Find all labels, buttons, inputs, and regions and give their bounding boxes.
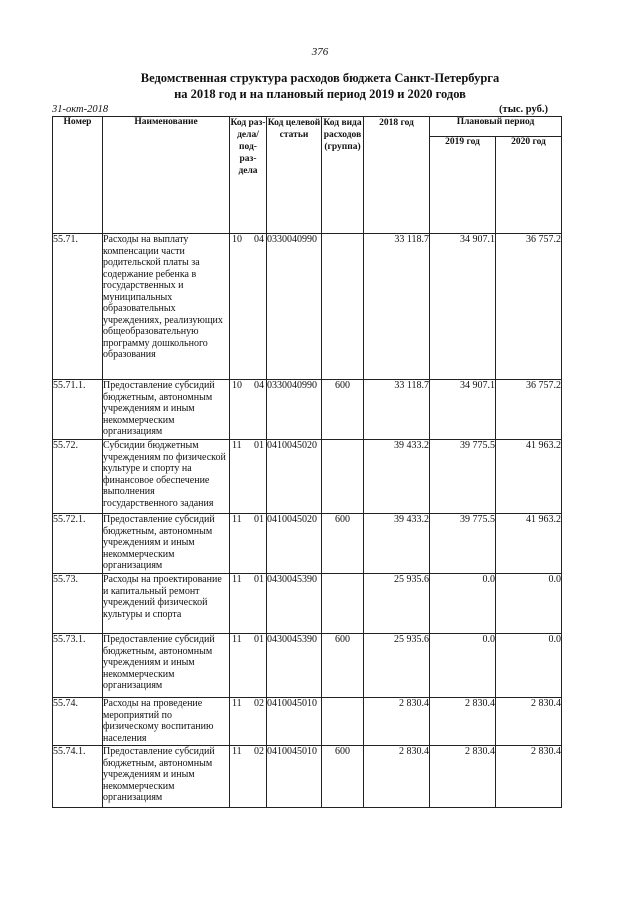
row-2019: 0.0 — [430, 634, 496, 698]
document-title — [0, 70, 640, 102]
row-number: 55.74. — [53, 698, 103, 746]
row-2020: 2 830.4 — [496, 746, 562, 808]
table-row — [53, 634, 562, 698]
units-label: (тыс. руб.) — [499, 104, 548, 115]
page-number: 376 — [311, 46, 329, 58]
row-razdel — [230, 698, 267, 746]
row-name: Субсидии бюджетным учреждениям по физической культуре и спорту на финансовое обеспечение выполнения государственного задания — [103, 440, 230, 514]
header-number: Номер — [53, 117, 103, 234]
row-target: 0330040990 — [267, 380, 322, 440]
header-planned-period: Плановый период — [430, 117, 562, 137]
row-2020: 0.0 — [496, 574, 562, 634]
razdel-code: 11 — [232, 698, 242, 709]
row-name: Предоставление субсидий бюджетным, автономным учреждениям и иным некоммерческим организациям — [103, 380, 230, 440]
row-2018: 39 433.2 — [364, 514, 430, 574]
row-target: 0410045020 — [267, 514, 322, 574]
row-vid: 600 — [322, 746, 364, 808]
row-number: 55.71.1. — [53, 380, 103, 440]
row-name: Расходы на проведение мероприятий по физическому воспитанию населения — [103, 698, 230, 746]
row-razdel — [230, 746, 267, 808]
row-2018: 25 935.6 — [364, 634, 430, 698]
row-vid — [322, 698, 364, 746]
row-2020: 41 963.2 — [496, 440, 562, 514]
row-target: 0410045010 — [267, 698, 322, 746]
row-razdel — [230, 634, 267, 698]
podrazdel-code: 04 — [254, 234, 264, 245]
header-2020: 2020 год — [496, 137, 562, 234]
table-row — [53, 574, 562, 634]
table-row — [53, 234, 562, 380]
row-name: Расходы на проектирование и капитальный ремонт учреждений физической культуры и спорта — [103, 574, 230, 634]
row-2019: 34 907.1 — [430, 234, 496, 380]
podrazdel-code: 01 — [254, 514, 264, 525]
title-line-2: на 2018 год и на плановый период 2019 и 2020 годов — [174, 87, 466, 101]
podrazdel-code: 01 — [254, 574, 264, 585]
row-vid — [322, 234, 364, 380]
header-2019: 2019 год — [430, 137, 496, 234]
header-target: Код целевой статьи — [267, 117, 322, 234]
row-vid: 600 — [322, 380, 364, 440]
row-vid: 600 — [322, 514, 364, 574]
row-target: 0330040990 — [267, 234, 322, 380]
row-razdel — [230, 514, 267, 574]
row-2018: 33 118.7 — [364, 234, 430, 380]
razdel-code: 11 — [232, 514, 242, 525]
row-2018: 25 935.6 — [364, 574, 430, 634]
header-vid: Код вида расходов (группа) — [322, 117, 364, 234]
row-number: 55.74.1. — [53, 746, 103, 808]
razdel-code: 11 — [232, 746, 242, 757]
row-name: Предоставление субсидий бюджетным, автономным учреждениям и иным некоммерческим организациям — [103, 634, 230, 698]
razdel-code: 11 — [232, 574, 242, 585]
row-2020: 41 963.2 — [496, 514, 562, 574]
row-vid: 600 — [322, 634, 364, 698]
row-number: 55.72.1. — [53, 514, 103, 574]
row-2019: 2 830.4 — [430, 746, 496, 808]
table-row — [53, 380, 562, 440]
row-2020: 2 830.4 — [496, 698, 562, 746]
table-row — [53, 746, 562, 808]
row-razdel — [230, 234, 267, 380]
table-row — [53, 514, 562, 574]
row-2019: 0.0 — [430, 574, 496, 634]
budget-table — [52, 116, 562, 808]
razdel-code: 11 — [232, 634, 242, 645]
razdel-code: 10 — [232, 380, 242, 391]
row-2020: 36 757.2 — [496, 380, 562, 440]
row-target: 0430045390 — [267, 634, 322, 698]
razdel-code: 11 — [232, 440, 242, 451]
row-name: Предоставление субсидий бюджетным, автономным учреждениям и иным некоммерческим организациям — [103, 514, 230, 574]
row-2019: 2 830.4 — [430, 698, 496, 746]
row-razdel — [230, 380, 267, 440]
table-row — [53, 440, 562, 514]
report-date: 31-окт-2018 — [52, 104, 109, 115]
podrazdel-code: 01 — [254, 440, 264, 451]
row-name: Расходы на выплату компенсации части родительской платы за содержание ребенка в государственных и муниципальных образовательных учреждениях, реализующих общеобразовательную программу дошкольного образования — [103, 234, 230, 380]
table-row — [53, 698, 562, 746]
row-2019: 39 775.5 — [430, 440, 496, 514]
podrazdel-code: 02 — [254, 746, 264, 757]
row-razdel — [230, 574, 267, 634]
row-target: 0430045390 — [267, 574, 322, 634]
row-target: 0410045020 — [267, 440, 322, 514]
row-2018: 33 118.7 — [364, 380, 430, 440]
row-number: 55.73. — [53, 574, 103, 634]
row-vid — [322, 440, 364, 514]
podrazdel-code: 02 — [254, 698, 264, 709]
row-number: 55.72. — [53, 440, 103, 514]
row-2020: 36 757.2 — [496, 234, 562, 380]
row-target: 0410045010 — [267, 746, 322, 808]
row-vid — [322, 574, 364, 634]
row-2020: 0.0 — [496, 634, 562, 698]
row-2018: 39 433.2 — [364, 440, 430, 514]
row-2019: 39 775.5 — [430, 514, 496, 574]
header-name: Наименование — [103, 117, 230, 234]
row-razdel — [230, 440, 267, 514]
row-number: 55.71. — [53, 234, 103, 380]
razdel-code: 10 — [232, 234, 242, 245]
title-line-1: Ведомственная структура расходов бюджета Санкт-Петербурга — [140, 71, 500, 85]
podrazdel-code: 04 — [254, 380, 264, 391]
header-2018: 2018 год — [364, 117, 430, 234]
row-2018: 2 830.4 — [364, 698, 430, 746]
row-2018: 2 830.4 — [364, 746, 430, 808]
row-2019: 34 907.1 — [430, 380, 496, 440]
row-number: 55.73.1. — [53, 634, 103, 698]
row-name: Предоставление субсидий бюджетным, автономным учреждениям и иным некоммерческим организациям — [103, 746, 230, 808]
podrazdel-code: 01 — [254, 634, 264, 645]
header-razdel: Код раз- дела/ под- раз- дела — [230, 117, 267, 234]
